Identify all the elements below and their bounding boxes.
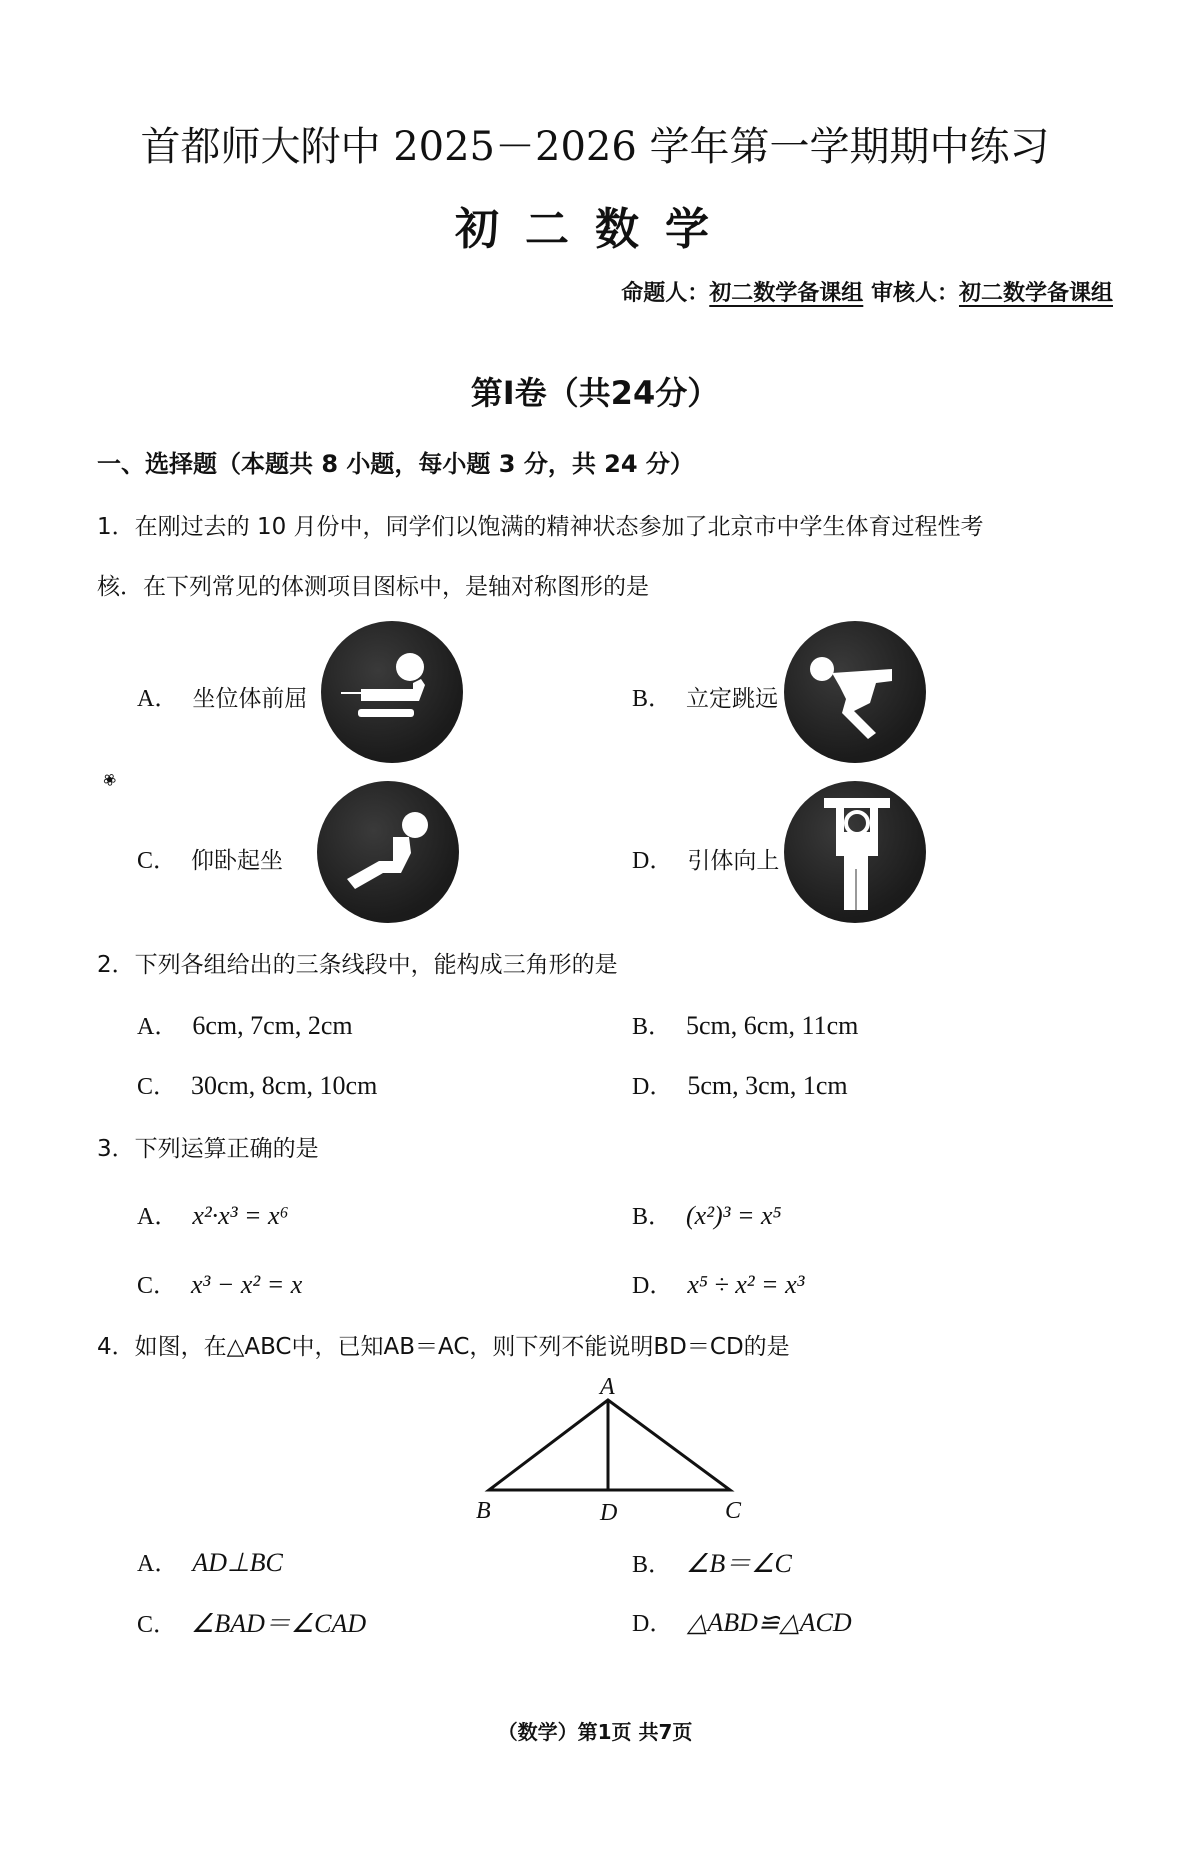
q3-option-a[interactable]: [137, 1196, 289, 1231]
question-1-line-2: 核．在下列常见的体测项目图标中，是轴对称图形的是: [97, 574, 649, 600]
q4-option-a[interactable]: [137, 1543, 283, 1578]
q4-option-b[interactable]: [632, 1543, 792, 1580]
option-label: A．: [137, 1551, 179, 1577]
question-1-line-1: [97, 508, 984, 541]
option-text: 5cm, 6cm, 11cm: [686, 1011, 859, 1040]
q2-option-c[interactable]: [137, 1066, 377, 1101]
standing-long-jump-icon: [784, 621, 926, 763]
question-2: [97, 946, 618, 979]
q1-option-c[interactable]: [137, 840, 283, 875]
option-label: A．: [137, 1204, 179, 1230]
question-text: 如图，在△ABC中，已知AB＝AC，则下列不能说明BD＝CD的是: [134, 1334, 790, 1360]
q2-option-d[interactable]: [632, 1066, 848, 1101]
option-text: △ABD≌△ACD: [687, 1608, 852, 1637]
question-text: 下列各组给出的三条线段中，能构成三角形的是: [134, 952, 618, 978]
option-text: ∠B＝∠C: [686, 1549, 792, 1578]
option-text: 仰卧起坐: [191, 848, 284, 874]
q2-option-a[interactable]: [137, 1006, 353, 1041]
pull-up-icon: [784, 781, 926, 923]
sit-and-reach-icon: [321, 621, 463, 763]
option-label: C．: [137, 848, 178, 874]
option-label: C．: [137, 1612, 178, 1638]
q4-option-c[interactable]: [137, 1603, 366, 1640]
option-text: AD⊥BC: [192, 1548, 283, 1577]
triangle-figure: [470, 1370, 760, 1530]
option-label: B．: [632, 1014, 673, 1040]
option-label: A．: [137, 686, 179, 712]
q1-option-b[interactable]: [632, 678, 778, 713]
option-label: C．: [137, 1273, 178, 1299]
question-number: 2．: [97, 952, 135, 978]
question-3: [97, 1130, 319, 1163]
option-label: C．: [137, 1074, 178, 1100]
question-number: 4．: [97, 1334, 135, 1360]
scan-speck: ❀: [99, 767, 121, 792]
option-text: (x²)³ = x⁵: [686, 1201, 782, 1230]
option-text: 引体向上: [687, 848, 780, 874]
question-text: 下列运算正确的是: [134, 1136, 319, 1162]
option-label: D．: [632, 848, 674, 874]
reviewer-value: 初二数学备课组: [958, 281, 1113, 306]
q3-option-d[interactable]: [632, 1265, 804, 1300]
q3-option-b[interactable]: [632, 1196, 782, 1231]
vertex-label-d: D: [600, 1500, 618, 1526]
q4-option-d[interactable]: [632, 1603, 852, 1638]
option-text: 立定跳远: [686, 686, 779, 712]
question-text: 在刚过去的 10 月份中，同学们以饱满的精神状态参加了北京市中学生体育过程性考: [134, 514, 984, 540]
option-label: B．: [632, 1552, 673, 1578]
option-label: D．: [632, 1273, 674, 1299]
q1-option-d[interactable]: [632, 840, 779, 875]
option-text: 坐位体前屈: [192, 686, 308, 712]
section-title: 一、选择题（本题共 8 小题，每小题 3 分，共 24 分）: [97, 450, 694, 478]
q1-option-a[interactable]: [137, 678, 307, 713]
q2-option-b[interactable]: [632, 1006, 858, 1041]
exam-title: 首都师大附中 2025－2026 学年第一学期期中练习: [140, 124, 1050, 170]
vertex-label-a: A: [600, 1374, 615, 1400]
option-text: 6cm, 7cm, 2cm: [192, 1011, 353, 1040]
reviewer-label: 审核人：: [870, 281, 959, 306]
sit-up-icon: [317, 781, 459, 923]
option-text: 5cm, 3cm, 1cm: [687, 1071, 848, 1100]
option-label: D．: [632, 1611, 674, 1637]
option-text: 30cm, 8cm, 10cm: [191, 1071, 378, 1100]
subject-title: 初二数学: [455, 204, 735, 255]
question-number: 3．: [97, 1136, 135, 1162]
option-text: ∠BAD＝∠CAD: [191, 1609, 367, 1638]
option-label: B．: [632, 686, 673, 712]
author-line: [621, 276, 1113, 307]
option-label: D．: [632, 1074, 674, 1100]
question-number: 1．: [97, 514, 135, 540]
option-text: x³ − x² = x: [191, 1270, 303, 1299]
q3-option-c[interactable]: [137, 1265, 302, 1300]
page-footer: （数学）第1页 共7页: [497, 1720, 693, 1744]
option-label: B．: [632, 1204, 673, 1230]
vertex-label-b: B: [476, 1498, 491, 1524]
option-text: x⁵ ÷ x² = x³: [687, 1270, 805, 1299]
option-text: x²·x³ = x⁶: [192, 1201, 289, 1230]
author-value: 初二数学备课组: [709, 281, 864, 306]
option-label: A．: [137, 1014, 179, 1040]
author-label: 命题人：: [621, 281, 710, 306]
question-4: [97, 1328, 790, 1361]
volume-title: 第I卷（共24分）: [470, 374, 720, 412]
vertex-label-c: C: [725, 1498, 742, 1524]
